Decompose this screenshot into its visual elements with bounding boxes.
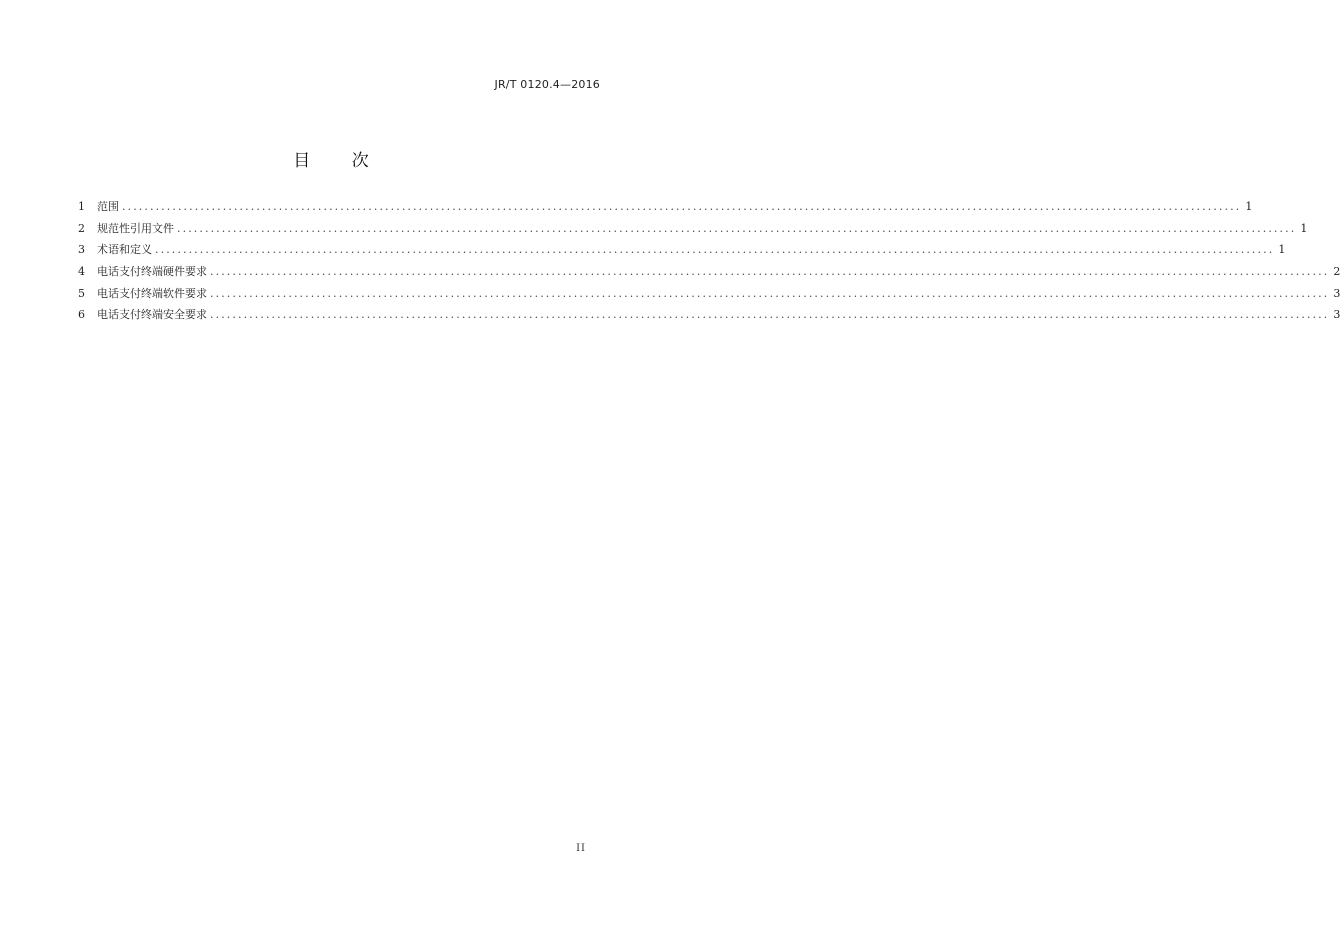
toc-entry-label: 术语和定义 (97, 243, 152, 257)
toc-entry-number: 6 (78, 308, 85, 322)
toc-dot-leader: ........................................................................................................................................................................................................ (210, 286, 1330, 300)
toc-entry-number: 1 (78, 200, 85, 213)
toc-entry[interactable] (78, 198, 1253, 220)
toc-entry[interactable] (78, 285, 1340, 307)
toc-entry-page: 1 (1245, 200, 1253, 213)
toc-entry-label: 范围 (97, 200, 119, 213)
toc-entry-page: 1 (1300, 221, 1308, 235)
toc-dot-leader: ........................................................................................................................................................................................................ (210, 308, 1330, 322)
toc-title: 目 次 (293, 151, 387, 171)
toc-entry-page: 1 (1278, 243, 1286, 257)
toc-entry-label: 规范性引用文件 (97, 221, 174, 235)
toc-entry-number: 5 (78, 286, 85, 300)
toc-entry-label: 电话支付终端硬件要求 (97, 265, 207, 279)
toc-entry[interactable] (78, 220, 1308, 242)
toc-entry[interactable] (78, 241, 1286, 263)
page-number: II (576, 843, 586, 854)
toc-dot-leader: ........................................................................................................................................................................................................ (155, 243, 1275, 257)
toc-entry-page: 3 (1333, 286, 1340, 300)
toc-dot-leader: ........................................................................................................................................................................................................ (122, 200, 1242, 213)
toc-entry-number: 3 (78, 243, 85, 257)
toc-dot-leader: ........................................................................................................................................................................................................ (210, 265, 1330, 279)
toc-entry-label: 电话支付终端软件要求 (97, 286, 207, 300)
toc-entry-number: 2 (78, 221, 85, 235)
toc-entry-number: 4 (78, 265, 85, 279)
toc-dot-leader: ........................................................................................................................................................................................................ (177, 221, 1297, 235)
toc-list (78, 198, 1340, 328)
toc-entry-label: 电话支付终端安全要求 (97, 308, 207, 322)
toc-entry-page: 3 (1333, 308, 1340, 322)
toc-entry[interactable] (78, 306, 1340, 328)
toc-entry-page: 2 (1333, 265, 1340, 279)
toc-entry[interactable] (78, 263, 1340, 285)
standard-code-header: JR/T 0120.4—2016 (494, 78, 600, 91)
